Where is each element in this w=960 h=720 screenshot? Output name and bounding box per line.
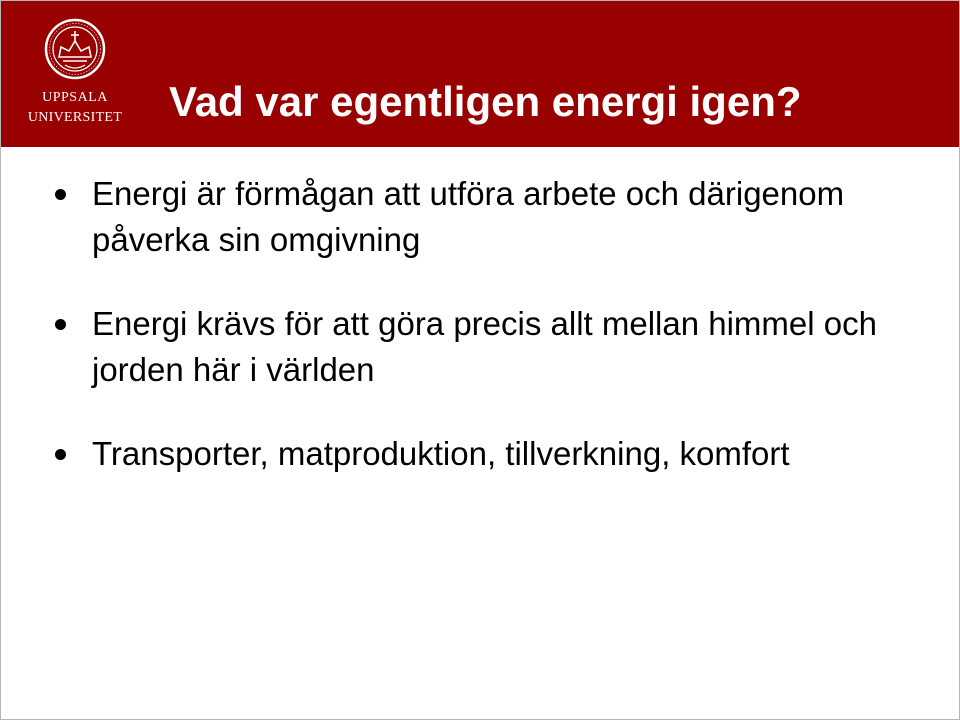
bullet-list xyxy=(49,171,929,515)
logo-line1: UPPSALA xyxy=(42,90,108,105)
bullet-item xyxy=(49,431,929,477)
bullet-dot-icon xyxy=(55,189,66,200)
slide-title: Vad var egentligen energi igen? xyxy=(169,78,802,125)
bullet-dot-icon xyxy=(55,319,66,330)
logo-line2: UNIVERSITET xyxy=(27,110,123,125)
bullet-item xyxy=(49,301,929,393)
bullet-text: Transporter, matproduktion, tillverkning, komfort xyxy=(92,435,790,472)
bullet-dot-icon xyxy=(55,449,66,460)
bullet-text: Energi krävs för att göra precis allt mellan himmel och jorden här i världen xyxy=(92,305,877,388)
bullet-item xyxy=(49,171,929,263)
uppsala-seal-icon xyxy=(19,17,131,127)
university-logo xyxy=(19,17,131,127)
bullet-text: Energi är förmågan att utföra arbete och därigenom påverka sin omgivning xyxy=(92,175,845,258)
